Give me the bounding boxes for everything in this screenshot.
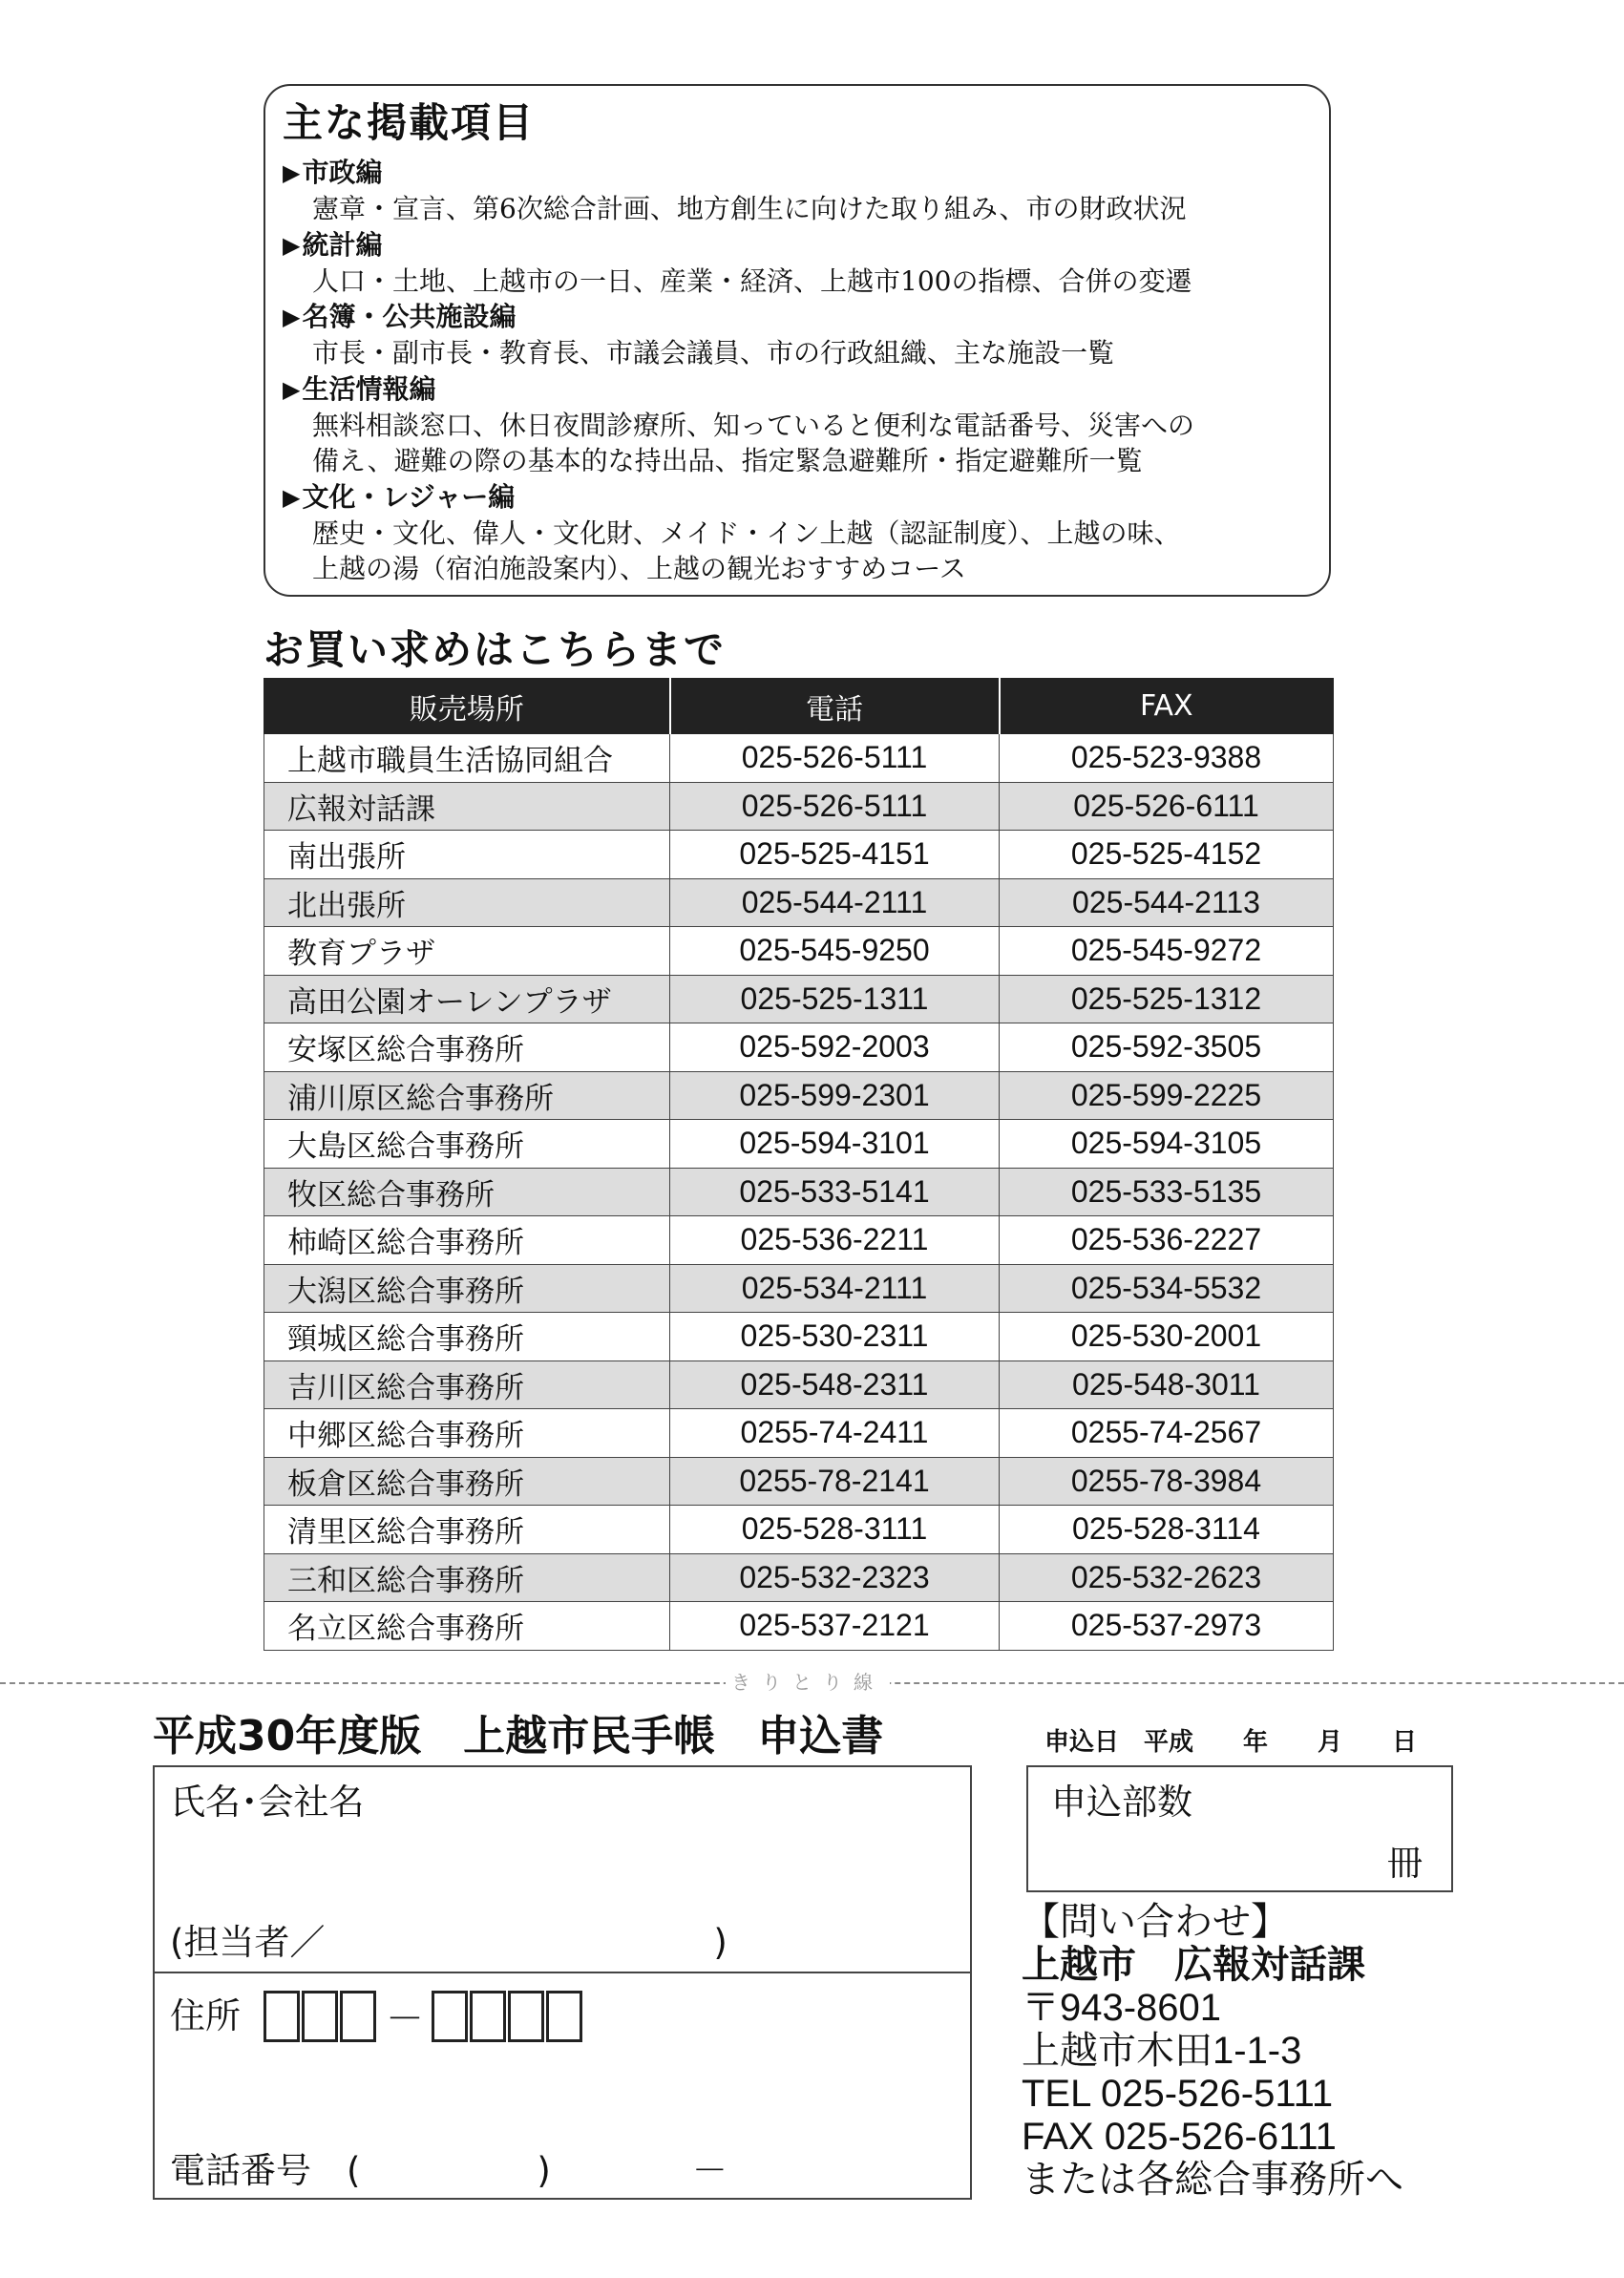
postal-code-boxes[interactable]: [264, 1989, 584, 2043]
contents-list: [283, 155, 1319, 587]
table-row: [264, 1216, 1334, 1265]
fax-cell: 025-594-3105: [1000, 1120, 1334, 1169]
contact-other: または各総合事務所へ: [1022, 2159, 1403, 2201]
table-row: [264, 1313, 1334, 1361]
contact-tel: TEL 025-526-5111: [1022, 2073, 1334, 2115]
phone-cell: 025-599-2301: [670, 1071, 1000, 1120]
postal-digit-box[interactable]: [508, 1991, 544, 2042]
section-heading: 文化・レジャー編: [302, 480, 516, 513]
location-cell: 中郷区総合事務所: [264, 1409, 670, 1458]
triangle-bullet-icon: ▶: [283, 375, 301, 403]
table-row: [264, 927, 1334, 976]
contact-fax: FAX 025-526-6111: [1022, 2116, 1337, 2158]
fax-cell: 025-544-2113: [1000, 878, 1334, 927]
table-row: [264, 1506, 1334, 1554]
triangle-bullet-icon: ▶: [283, 231, 301, 259]
fax-cell: 025-528-3114: [1000, 1506, 1334, 1554]
contents-section: [283, 299, 1319, 371]
phone-cell: 025-526-5111: [670, 734, 1000, 783]
location-cell: 南出張所: [264, 831, 670, 879]
phone-cell: 025-544-2111: [670, 878, 1000, 927]
section-body: 憲章・宣言、第6次総合計画、地方創生に向けた取り組み、市の財政状況: [312, 193, 1187, 224]
fax-cell: 025-536-2227: [1000, 1216, 1334, 1265]
triangle-bullet-icon: ▶: [283, 483, 301, 511]
phone-cell: 025-525-4151: [670, 831, 1000, 879]
phone-cell: 025-532-2323: [670, 1553, 1000, 1602]
location-cell: 浦川原区総合事務所: [264, 1071, 670, 1120]
location-cell: 大潟区総合事務所: [264, 1264, 670, 1313]
section-heading: 名簿・公共施設編: [302, 301, 517, 332]
contact-person-field[interactable]: (担当者／ ): [170, 1922, 728, 1963]
phone-cell: 025-592-2003: [670, 1023, 1000, 1072]
table-row: [264, 1553, 1334, 1602]
location-cell: 三和区総合事務所: [264, 1553, 670, 1602]
location-cell: 名立区総合事務所: [264, 1602, 670, 1651]
form-title: 平成30年度版 上越市民手帳 申込書: [153, 1712, 884, 1761]
location-cell: 北出張所: [264, 878, 670, 927]
phone-cell: 0255-74-2411: [670, 1409, 1000, 1458]
location-cell: 上越市職員生活協同組合: [264, 734, 670, 783]
location-cell: 牧区総合事務所: [264, 1168, 670, 1216]
postal-digit-box[interactable]: [340, 1991, 376, 2042]
contents-section: [283, 371, 1319, 479]
fax-cell: 025-548-3011: [1000, 1360, 1334, 1409]
phone-cell: 025-537-2121: [670, 1602, 1000, 1651]
location-cell: 頸城区総合事務所: [264, 1313, 670, 1361]
table-row: [264, 1409, 1334, 1458]
fax-cell: 0255-74-2567: [1000, 1409, 1334, 1458]
applicant-form: [153, 1765, 972, 2200]
fax-cell: 025-592-3505: [1000, 1023, 1334, 1072]
phone-cell: 025-526-5111: [670, 782, 1000, 831]
phone-cell: 025-594-3101: [670, 1120, 1000, 1169]
fax-cell: 025-537-2973: [1000, 1602, 1334, 1651]
fax-cell: 025-534-5532: [1000, 1264, 1334, 1313]
table-row: [264, 1120, 1334, 1169]
table-row: [264, 1360, 1334, 1409]
section-heading: 統計編: [302, 228, 383, 261]
contact-address: 上越市木田1-1-3: [1022, 2030, 1302, 2072]
location-cell: 高田公園オーレンプラザ: [264, 975, 670, 1023]
fax-cell: 0255-78-3984: [1000, 1457, 1334, 1506]
phone-cell: 0255-78-2141: [670, 1457, 1000, 1506]
phone-cell: 025-528-3111: [670, 1506, 1000, 1554]
contact-heading: 【問い合わせ】: [1022, 1901, 1289, 1943]
fax-cell: 025-525-4152: [1000, 831, 1334, 879]
contents-section: [283, 479, 1319, 587]
location-cell: 吉川区総合事務所: [264, 1360, 670, 1409]
contents-section: [283, 155, 1319, 227]
contents-box: [264, 84, 1331, 597]
quantity-unit: 冊: [1387, 1843, 1423, 1884]
column-header: 電話: [670, 679, 1000, 734]
location-cell: 清里区総合事務所: [264, 1506, 670, 1554]
cut-line-label: きりとり線: [726, 1667, 890, 1695]
phone-cell: 025-530-2311: [670, 1313, 1000, 1361]
purchase-title: お買い求めはこちらまで: [264, 626, 727, 673]
table-row: [264, 1602, 1334, 1651]
phone-cell: 025-534-2111: [670, 1264, 1000, 1313]
name-field-label: 氏名･会社名: [170, 1782, 365, 1823]
location-cell: 大島区総合事務所: [264, 1120, 670, 1169]
application-date: 申込日 平成 年 月 日: [1044, 1728, 1418, 1757]
phone-cell: 025-548-2311: [670, 1360, 1000, 1409]
phone-cell: 025-533-5141: [670, 1168, 1000, 1216]
phone-cell: 025-536-2211: [670, 1216, 1000, 1265]
table-row: [264, 1168, 1334, 1216]
fax-cell: 025-523-9388: [1000, 734, 1334, 783]
location-cell: 柿崎区総合事務所: [264, 1216, 670, 1265]
table-row: [264, 831, 1334, 879]
address-field-label: 住所: [170, 1995, 241, 2036]
postal-digit-box[interactable]: [432, 1991, 468, 2042]
quantity-field[interactable]: [1026, 1765, 1453, 1892]
postal-digit-box[interactable]: [264, 1991, 300, 2042]
table-header-row: [264, 679, 1334, 734]
contact-postal: 〒943-8601: [1022, 1987, 1222, 2029]
section-heading: 生活情報編: [302, 372, 436, 405]
table-row: [264, 1023, 1334, 1072]
table-row: [264, 878, 1334, 927]
phone-cell: 025-545-9250: [670, 927, 1000, 976]
section-body: 人口・土地、上越市の一日、産業・経済、上越市100の指標、合併の変遷: [312, 264, 1192, 297]
location-cell: 板倉区総合事務所: [264, 1457, 670, 1506]
column-header: 販売場所: [264, 679, 670, 734]
table-row: [264, 1457, 1334, 1506]
quantity-label: 申込部数: [1051, 1782, 1192, 1823]
fax-cell: 025-530-2001: [1000, 1313, 1334, 1361]
triangle-bullet-icon: ▶: [283, 304, 301, 330]
table-row: [264, 1264, 1334, 1313]
location-cell: 安塚区総合事務所: [264, 1023, 670, 1072]
postal-digit-box[interactable]: [546, 1991, 582, 2042]
contents-section: [283, 227, 1319, 300]
triangle-bullet-icon: ▶: [283, 159, 301, 186]
contents-title: 主な掲載項目: [283, 99, 536, 146]
location-cell: 教育プラザ: [264, 927, 670, 976]
section-body: 無料相談窓口、休日夜間診療所、知っていると便利な電話番号、災害への 備え、避難の際の基本的な持出品、指定緊急避難所・指定避難所一覧: [312, 409, 1195, 476]
table-row: [264, 1071, 1334, 1120]
form-divider: [155, 1972, 970, 1973]
section-body: 市長・副市長・教育長、市議会議員、市の行政組織、主な施設一覧: [312, 337, 1115, 369]
postal-digit-box[interactable]: [302, 1991, 338, 2042]
contact-info: [1022, 1901, 1403, 2202]
contact-org: 上越市 広報対話課: [1022, 1944, 1365, 1986]
postal-digit-box[interactable]: [470, 1991, 506, 2042]
phone-cell: 025-525-1311: [670, 975, 1000, 1023]
sales-locations-table: [264, 678, 1334, 1651]
fax-cell: 025-526-6111: [1000, 782, 1334, 831]
fax-cell: 025-532-2623: [1000, 1553, 1334, 1602]
table-row: [264, 734, 1334, 783]
table-row: [264, 975, 1334, 1023]
location-cell: 広報対話課: [264, 782, 670, 831]
column-header: FAX: [1000, 679, 1334, 734]
fax-cell: 025-525-1312: [1000, 975, 1334, 1023]
fax-cell: 025-599-2225: [1000, 1071, 1334, 1120]
fax-cell: 025-545-9272: [1000, 927, 1334, 976]
postal-dash: －: [386, 1997, 424, 2041]
section-heading: 市政編: [302, 157, 383, 188]
fax-cell: 025-533-5135: [1000, 1168, 1334, 1216]
section-body: 歴史・文化、偉人・文化財、メイド・イン上越（認証制度）、上越の味、 上越の湯（宿泊施設案内）、上越の観光おすすめコース: [312, 517, 1181, 584]
phone-field[interactable]: 電話番号 ( ) －: [170, 2150, 728, 2191]
table-row: [264, 782, 1334, 831]
